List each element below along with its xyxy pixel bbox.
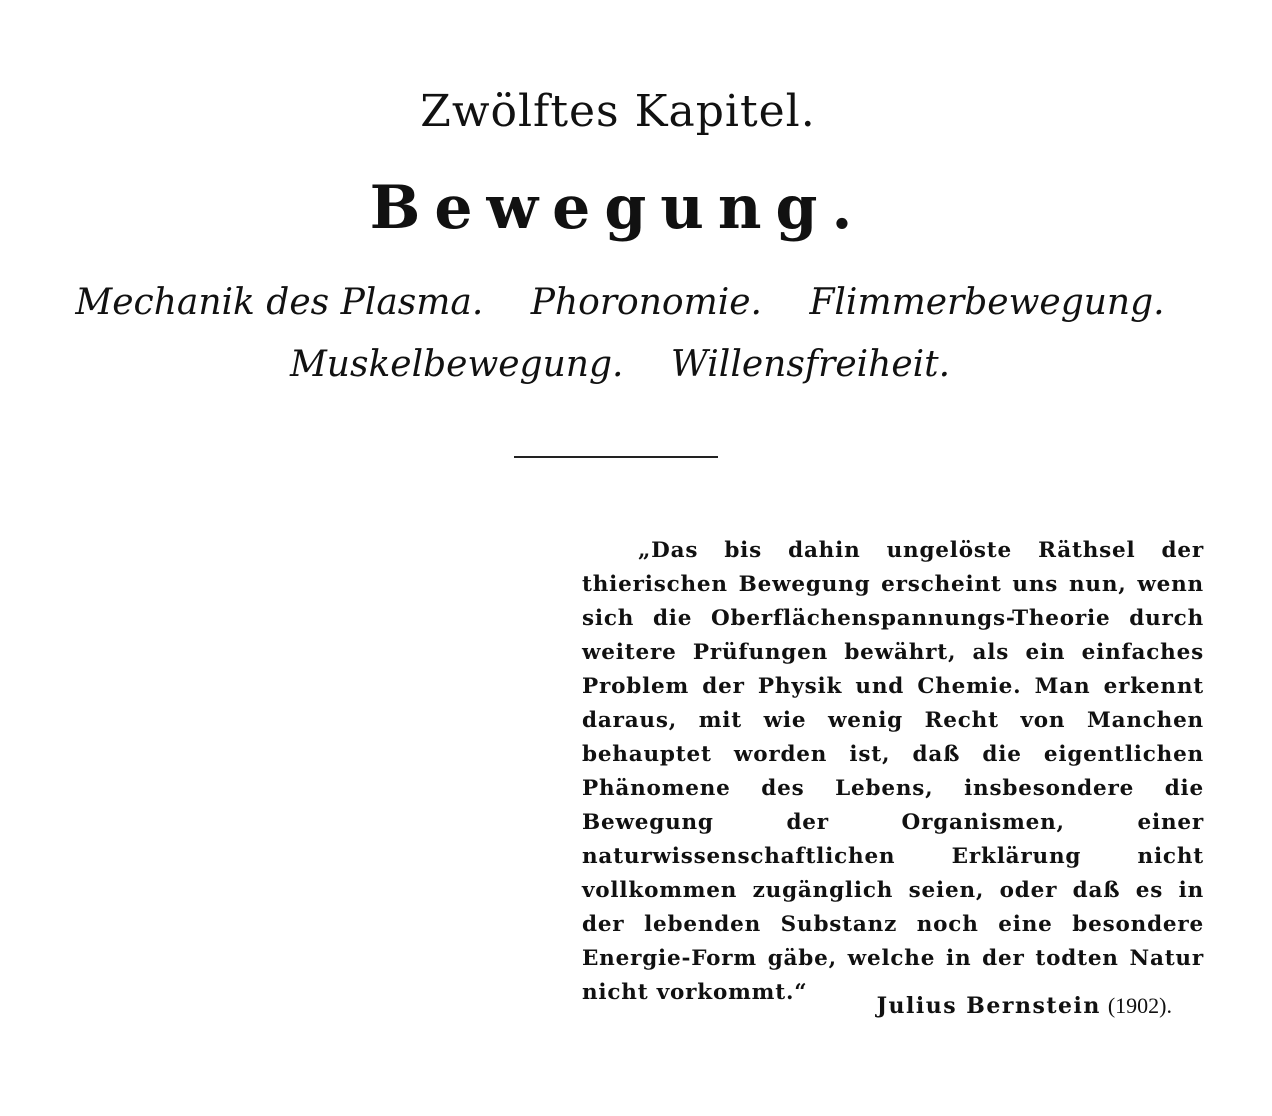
topic-muskelbewegung: Muskelbewegung. xyxy=(289,344,624,385)
quote-attribution xyxy=(600,986,1172,1027)
chapter-heading: Zwölftes Kapitel. xyxy=(420,86,816,137)
author-name: Julius Bernstein xyxy=(876,993,1101,1019)
topic-mechanik: Mechanik des Plasma. xyxy=(75,282,484,323)
topic-flimmerbewegung: Flimmerbewegung. xyxy=(809,282,1165,323)
epigraph-quote: „Das bis dahin ungelöste Räthsel der thierischen Bewegung erscheint uns nun, wenn sich die Oberflächenspannungs-Theorie durch weitere Prüfungen bewährt, als ein einfaches Problem der Physik und Chemie. Man erkennt daraus, mit wie wenig Recht von Manchen behauptet worden ist, daß die eigentlichen Phänomene des Lebens, insbesondere die Bewegung der Organismen, einer naturwissenschaftlichen Erklärung nicht vollkommen zugänglich seien, oder daß es in der lebenden Substanz noch eine besondere Energie-Form gäbe, welche in der todten Natur nicht vorkommt.“ xyxy=(582,538,1204,1005)
section-divider xyxy=(514,456,718,458)
topic-phoronomie: Phoronomie. xyxy=(530,282,762,323)
topic-willensfreiheit: Willensfreiheit. xyxy=(670,344,951,385)
chapter-title: Bewegung. xyxy=(369,173,867,243)
quote-year: (1902). xyxy=(1107,993,1172,1018)
chapter-topics xyxy=(40,272,1200,396)
